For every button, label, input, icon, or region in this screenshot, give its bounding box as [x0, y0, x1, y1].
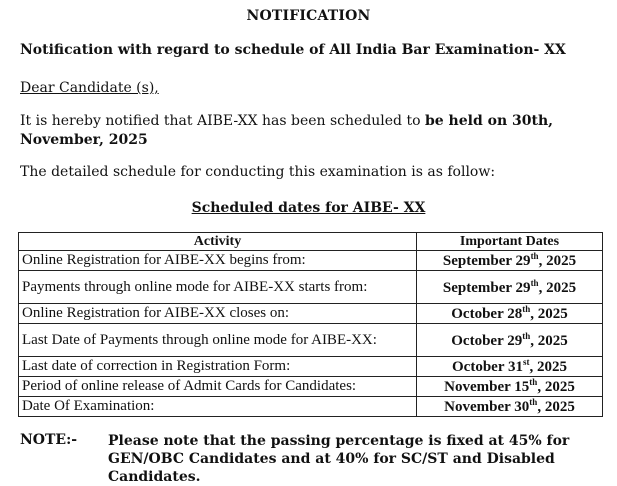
- header-activity: Activity: [19, 233, 417, 251]
- note-label: NOTE:-: [20, 432, 78, 448]
- date-year: , 2025: [538, 279, 577, 296]
- activity-cell: Date Of Examination:: [19, 397, 417, 417]
- table-row: [19, 251, 603, 271]
- exam-date-highlight: be held on 30th, November, 2025: [20, 113, 554, 148]
- date-day: November 15: [444, 379, 530, 395]
- note-text: Please note that the passing percentage is fixed at 45% for GEN/OBC Candidates and at 40% for SC/ST and Disabled Candidates.: [108, 433, 570, 485]
- date-day: October 31: [452, 359, 523, 375]
- schedule-table: [18, 232, 603, 417]
- date-year: , 2025: [529, 359, 567, 375]
- date-suffix: th: [530, 251, 539, 261]
- table-row: [19, 304, 603, 324]
- date-year: , 2025: [537, 379, 575, 395]
- date-cell: [417, 397, 603, 417]
- activity-cell: Last Date of Payments through online mode for AIBE-XX:: [19, 324, 417, 357]
- date-year: , 2025: [530, 306, 568, 322]
- date-cell: [417, 324, 603, 357]
- activity-cell: Last date of correction in Registration Form:: [19, 357, 417, 377]
- table-row: [19, 357, 603, 377]
- date-cell: [417, 271, 603, 304]
- table-row: [19, 324, 603, 357]
- date-day: September 29: [442, 279, 531, 296]
- announcement-text: It is hereby notified that AIBE-XX has been scheduled to: [20, 113, 425, 129]
- announcement-paragraph: [20, 112, 585, 150]
- table-row: [19, 377, 603, 397]
- date-suffix: th: [529, 377, 538, 387]
- date-year: , 2025: [538, 253, 577, 269]
- activity-cell: Period of online release of Admit Cards for Candidates:: [19, 377, 417, 397]
- date-year: , 2025: [537, 399, 575, 415]
- date-cell: [417, 357, 603, 377]
- date-day: September 29: [442, 253, 531, 269]
- date-suffix: th: [530, 277, 539, 288]
- date-cell: [417, 377, 603, 397]
- date-day: October 28: [451, 306, 523, 322]
- date-suffix: st: [522, 357, 530, 367]
- notification-title: NOTIFICATION: [246, 8, 371, 24]
- table-row: [19, 397, 603, 417]
- activity-cell: Payments through online mode for AIBE-XX starts from:: [19, 271, 417, 304]
- header-important-dates: Important Dates: [417, 233, 603, 251]
- date-cell: [417, 251, 603, 271]
- date-year: , 2025: [530, 332, 568, 349]
- salutation: Dear Candidate (s),: [20, 80, 159, 96]
- notification-subject: Notification with regard to schedule of All India Bar Examination- XX: [20, 42, 566, 58]
- activity-cell: Online Registration for AIBE-XX begins from:: [19, 251, 417, 271]
- activity-cell: Online Registration for AIBE-XX closes on:: [19, 304, 417, 324]
- date-suffix: th: [522, 304, 531, 314]
- schedule-intro: The detailed schedule for conducting this examination is as follow:: [20, 164, 496, 180]
- date-day: November 30: [444, 399, 530, 415]
- date-suffix: th: [522, 330, 531, 341]
- table-header-row: [19, 233, 603, 251]
- date-cell: [417, 304, 603, 324]
- table-caption: Scheduled dates for AIBE- XX: [191, 200, 426, 216]
- table-row: [19, 271, 603, 304]
- date-suffix: th: [529, 397, 538, 407]
- date-day: October 29: [451, 332, 523, 349]
